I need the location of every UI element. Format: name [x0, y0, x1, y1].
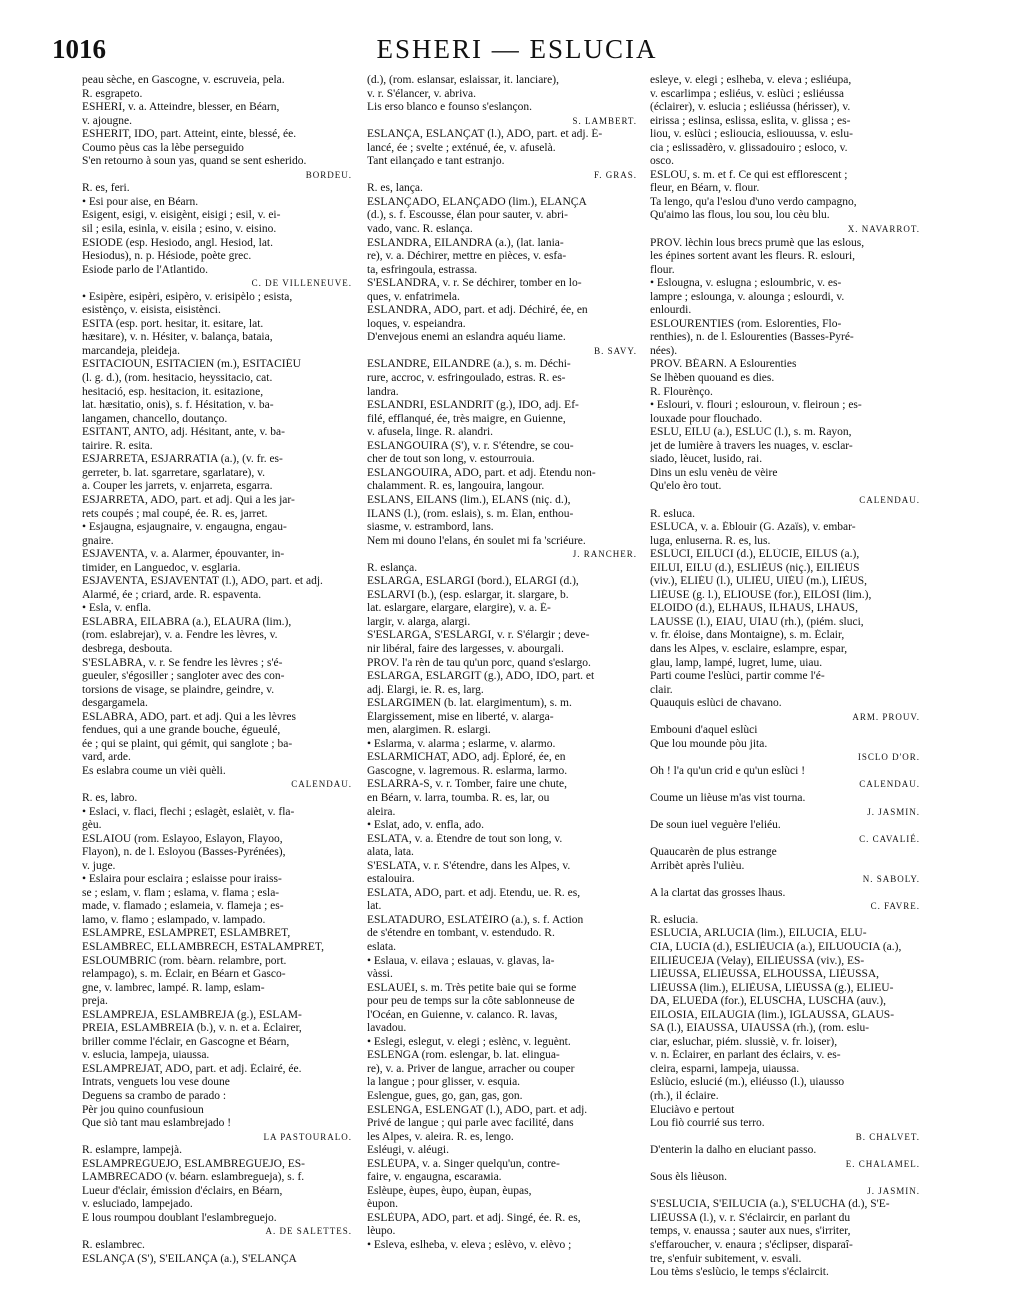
entry-line: • Eslat, ado, v. enfla, ado. [367, 819, 484, 832]
entry-line: ESLABRA, ADO, part. et adj. Qui a les lèvres [82, 710, 296, 723]
entry-line: eirissa ; eslinsa, eslissa, eslita, v. glissa ; es- [650, 114, 851, 127]
entry-line: • Eslegi, eslegut, v. elegi ; eslènc, v. leguènt. [367, 1035, 571, 1048]
entry-line: ESLARRA-S, v. r. Tomber, faire une chute, [367, 778, 567, 791]
entry-line: ESLAMPREJA, ESLAMBREJA (g.), ESLAM- [82, 1008, 302, 1021]
entry-line: R. eslança. [367, 561, 418, 574]
entry-line: EILIÈUCEJA (Velay), EILIÈUSSA (viv.), ES- [650, 954, 865, 967]
entry-line: Eluciàvo e pertout [650, 1103, 735, 1116]
entry-line: landra. [367, 385, 399, 398]
entry-line: rure, accroc, v. esfringouladо, estras. R. es- [367, 372, 566, 385]
entry-line: C. FAVRE. [870, 901, 920, 912]
entry-line: (d.), s. f. Escousse, élan pour sauter, v. abri- [367, 209, 568, 222]
entry-line: ESLANÇA (S'), S'EILANÇA (a.), S'ELANÇA [82, 1252, 297, 1265]
entry-line: gèu. [82, 819, 102, 832]
entry-line: nir libéral, faire des largesses, v. abourgali. [367, 642, 564, 655]
entry-line: ESLATADURO, ESLATÈIRO (a.), s. f. Action [367, 913, 584, 926]
entry-line: ESLATA, ADO, part. et adj. Etendu, ue. R. es, [367, 886, 581, 899]
entry-line: ESLOURENTIES (rom. Eslorenties, Flo- [650, 317, 842, 330]
entry-line: D'enterin la dalho en eluciant passo. [650, 1144, 817, 1157]
entry-line: S'ESLABRA, v. r. Se fendre les lèvres ; s'é- [82, 656, 283, 669]
entry-line: ESLANDRI, ESLANDRIT (g.), IDO, adj. Ef- [367, 399, 579, 412]
entry-line: liou, v. eslùci ; esliouciа, esliouussa, v. eslu- [650, 128, 853, 141]
entry-line: ESLENGA (rom. eslengar, b. lat. elingua- [367, 1049, 560, 1062]
entry-line: ESLAUÈI, s. m. Très petite baie qui se forme [367, 981, 577, 994]
entry-line: ESLANGOUIRA, ADO, part. et adj. Étendu non- [367, 466, 596, 479]
entry-line: v. n. Éclairer, en parlant des éclairs, v. es- [650, 1049, 841, 1062]
entry-line: Alarmé, ée ; criard, arde. R. espaventa. [82, 588, 262, 601]
entry-line: ESLARGIMEN (b. lat. elargimentum), s. m. [367, 697, 572, 710]
entry-line: v. fr. éloise, dans Montaigne), s. m. Éclair, [650, 629, 845, 642]
entry-line: ESLANGOUIRA (S'), v. r. S'étendre, se cou- [367, 439, 574, 452]
entry-line: glau, lamp, lampé, lugret, lume, uiau. [650, 656, 823, 669]
entry-line: ESLAMPREJAT, ADO, part. et adj. Éclairé, ée. [82, 1062, 302, 1075]
entry-line: Que siò tant mau eslambrejado ! [82, 1117, 232, 1130]
entry-line: gueuler, s'égosiller ; sangloter avec des con- [82, 670, 285, 683]
entry-line: • Eslouri, v. flouri ; eslouroun, v. fleiroun ; es- [650, 399, 862, 412]
entry-line: les épines sortent avant les fleurs. R. eslouri, [650, 250, 856, 263]
entry-line: LA PASTOURALO. [263, 1131, 352, 1142]
entry-line: marcandeja, pleideja. [82, 344, 181, 357]
entry-line: hesitació, esp. hesitacion, it. esitazione, [82, 385, 264, 398]
entry-line: faire, v. engaugna, escarамia. [367, 1171, 502, 1184]
entry-line: ESLUCA, v. a. Éblouir (G. Azaïs), v. embar- [650, 521, 856, 534]
entry-line: gnaire. [82, 534, 114, 547]
entry-line: PROV. BÉARN. A Eslourenties [650, 358, 797, 371]
entry-line: ESLANS, EILANS (lim.), ELANS (niç. d.), [367, 493, 571, 506]
entry-line: largir, v. alarga, alargi. [367, 615, 471, 628]
entry-line: nées). [650, 344, 678, 357]
entry-line: v. r. S'élancer, v. abriva. [367, 87, 477, 100]
entry-line: gerreter, b. lat. sgarretare, sgarlatare), v. [82, 466, 266, 479]
entry-line: osco. [650, 155, 674, 168]
entry-line: ESLU, EILU (a.), ESLUC (l.), s. m. Rayon, [650, 426, 852, 439]
entry-line: langamen, chancello, doutanço. [82, 412, 228, 425]
entry-line: jet de lumière à travers les nuages, v. esclar- [650, 439, 853, 452]
column-middle [367, 74, 657, 1253]
entry-line: ESLANDRE, EILANDRE (a.), s. m. Déchi- [367, 358, 571, 371]
entry-line: Lueur d'éclair, émission d'éclairs, en Béarn, [82, 1184, 283, 1197]
entry-line: ESLARVI (b.), (esp. eslargar, it. slargare, b. [367, 588, 569, 601]
entry-line: ESLARMICHAT, ADO, adj. Éploré, ée, en [367, 751, 566, 764]
entry-line: BORDEU. [305, 169, 352, 180]
entry-line: estalouira. [367, 873, 415, 886]
entry-line: E. CHALAMEL. [845, 1158, 920, 1169]
entry-line: ESLOU, s. m. et f. Ce qui est efflorescent ; [650, 168, 848, 181]
entry-line: ARM. PROUV. [852, 711, 920, 722]
entry-line: PROV. l'a rèn de tau qu'un porc, quand s'eslargo. [367, 656, 591, 669]
entry-line: aleira. [367, 805, 396, 818]
entry-line: R. es, feri. [82, 182, 130, 195]
entry-line: louxade pour flouchado. [650, 412, 763, 425]
column-right [650, 74, 940, 1280]
entry-line: tre, s'enfuir subitement, v. esvali. [650, 1252, 802, 1265]
entry-line: ESITA (esp. port. hesitar, it. esitare, lat. [82, 317, 264, 330]
entry-line: torsions de visage, se plaindre, geindre, v. [82, 683, 275, 696]
entry-line: • Eslaci, v. flaci, flechi ; eslagèt, eslaièt, v. fla- [82, 805, 295, 818]
entry-line: made, v. flamado ; eslameia, v. flameja ; es- [82, 900, 284, 913]
entry-line: (viv.), ELIÉU (l.), ULIÉU, UIÉU (m.), LIÈUS, [650, 575, 868, 588]
entry-line: R. es, labro. [82, 791, 138, 804]
entry-line: CIA, LUCIA (d.), ESLIÈUCIA (a.), EILUOUCIA (a.), [650, 941, 902, 953]
entry-line: EILUI, EILU (d.), ESLIÈUS (niç.), EILIÈUS [650, 561, 860, 574]
entry-line: • Esla, v. enfla. [82, 602, 152, 615]
entry-line: LIÉUSE (g. l.), ELIOUSE (for.), EILÒSI (lim.), [650, 588, 872, 601]
entry-line: F. GRAS. [593, 169, 637, 180]
entry-line: Lis erso blanco e founso s'eslançon. [367, 101, 532, 114]
entry-line: ESJAVENTA, ESJAVENTAT (l.), ADO, part. et adj. [82, 575, 323, 588]
entry-line: Oh ! l'a qu'un crid e qu'un eslùci ! [650, 764, 806, 777]
entry-line: • Eslaira pour esclaira ; eslaisse pour iraiss- [82, 873, 282, 886]
entry-line: (d.), (rom. eslansar, eslaissar, it. lanciare), [367, 74, 559, 86]
entry-line: CALENDAU. [859, 779, 920, 790]
entry-line: A la clartat das grosses lhaus. [650, 886, 786, 899]
entry-line: R. eslampre, lampejà. [82, 1144, 182, 1157]
entry-line: ESITANT, ANTO, adj. Hésitant, ante, v. ba- [82, 426, 285, 439]
entry-line: hæsitare), v. n. Hésiter, v. balança, bataia, [82, 331, 273, 344]
entry-line: sil ; esila, esinla, v. eisila ; esino, v. eisino. [82, 223, 277, 236]
entry-line: lavadou. [367, 1022, 407, 1035]
entry-line: • Eslarma, v. alarma ; eslarme, v. alarmo. [367, 737, 556, 750]
entry-line: CALENDAU. [291, 779, 352, 790]
entry-line: ciar, esluchar, piém. slussiè, v. fr. loiser), [650, 1035, 838, 1048]
entry-line: • Eslougna, v. eslugna ; esloumbric, v. es- [650, 277, 842, 290]
entry-line: lat. [367, 900, 382, 913]
entry-line: ESHERIT, IDO, part. Atteint, einte, blessé, ée. [82, 128, 297, 141]
entry-line: briller comme l'éclair, en Gascogne et Béarn, [82, 1035, 290, 1048]
entry-line: • Esipère, esipèri, esipèro, v. erisipèlo ; esista, [82, 290, 293, 303]
entry-line: lat. eslargare, elargare, elargire), v. a. É- [367, 602, 551, 615]
entry-line: Esigent, esigi, v. eisigènt, eisigi ; esil, v. ei- [82, 209, 281, 222]
entry-line: Eslùcio, eslucié (m.), eliéusso (l.), uiausso [650, 1076, 845, 1089]
entry-line: lèupo. [367, 1225, 396, 1238]
entry-line: LAMBRECADO (v. béarn. eslambregueja), s. f. [82, 1171, 305, 1184]
entry-line: s'effaroucher, v. enaura ; s'éclipser, disparaî- [650, 1239, 853, 1252]
entry-line: vard, arde. [82, 751, 131, 764]
entry-line: re), v. a. Déchirer, mettre en pièces, v. esfa- [367, 250, 567, 263]
entry-line: preja. [82, 995, 108, 1008]
entry-line: ESLÈUPA, ADO, part. et adj. Singé, ée. R. es, [367, 1211, 581, 1224]
entry-line: De soun iuel veguère l'eliéu. [650, 819, 781, 832]
entry-line: J. JASMIN. [867, 806, 920, 817]
entry-line: clair. [650, 683, 673, 696]
entry-line: X. NAVARROT. [847, 224, 920, 235]
entry-line: ESLARGA, ESLARGI (bord.), ELARGI (d.), [367, 575, 579, 588]
entry-line: ESLAIOU (rom. Eslayoo, Eslayon, Flayoo, [82, 832, 283, 845]
running-head: ESHERI — ESLUCIA [376, 34, 658, 64]
entry-line: la langue ; pour glisser, v. esquia. [367, 1076, 521, 1089]
entry-line: ESLAMPRE, ESLAMPRET, ESLAMBRET, [82, 927, 291, 940]
entry-line: vàssi. [367, 968, 393, 981]
entry-line: adj. Élargi, ie. R. es, larg. [367, 683, 484, 696]
entry-line: ta, esfringoula, estrassa. [367, 263, 478, 276]
entry-line: (éclairer), v. esluciа ; esliéussa (hérisser), v. [650, 101, 851, 114]
entry-line: D'envejous enemi an eslandra aquéu liame. [367, 331, 566, 344]
entry-line: C. CAVALIÉ. [859, 833, 920, 844]
entry-line: Embouni d'aquel eslùci [650, 724, 758, 737]
entry-line: siado, lèucet, lusido, rai. [650, 453, 763, 466]
entry-line: fleur, en Béarn, v. flour. [650, 182, 760, 195]
entry-line: ESLABRA, EILABRA (a.), ELAURA (lim.), [82, 615, 292, 628]
entry-line: LAUSSE (l.), EIAU, UIAU (rh.), (piém. sluci, [650, 615, 864, 628]
entry-line: peau sèche, en Gascogne, v. escruveia, pela. [82, 74, 285, 86]
entry-line: ESLATA, v. a. Étendre de tout son long, v. [367, 832, 563, 845]
entry-line: S'ESLARGA, S'ESLARGI, v. r. S'élargir ; deve- [367, 629, 590, 642]
entry-line: Lou tèms s'eslùcio, le temps s'éclaircit. [650, 1266, 829, 1279]
entry-line: re), v. a. Priver de langue, arracher ou couper [367, 1062, 575, 1075]
entry-line: ESLANÇADO, ELANÇADO (lim.), ELANÇA [367, 195, 587, 208]
entry-line: lamo, v. flamo ; eslampado, v. lampado. [82, 913, 266, 926]
entry-line: ESHERI, v. a. Atteindre, blesser, en Béarn, [82, 101, 280, 114]
entry-line: (rom. eslabrejar), v. a. Fendre les lèvres, v. [82, 629, 278, 642]
entry-line: S'en retourno à soun yas, quand se sent esherido. [82, 155, 307, 168]
entry-line: ESLANDRA, ADO, part. et adj. Déchiré, ée, en [367, 304, 588, 317]
entry-line: les Alpes, v. aleira. R. es, lengo. [367, 1130, 514, 1143]
entry-line: v. juge. [82, 859, 116, 872]
entry-line: R. esgrapeto. [82, 87, 143, 100]
entry-line: J. RANCHER. [572, 549, 637, 560]
entry-line: ques, v. enfatrimela. [367, 290, 460, 303]
entry-line: Dins un eslu venèu de vèire [650, 466, 778, 479]
entry-line: gne, v. lambrec, lampé. R. lamp, eslam- [82, 981, 265, 994]
entry-line: ESJAVENTA, v. a. Alarmer, épouvanter, in- [82, 548, 285, 561]
entry-line: Hesiodus), n. p. Hésiode, poète grec. [82, 250, 252, 263]
entry-line: R. Flourènço. [650, 385, 713, 398]
entry-line: flour. [650, 263, 675, 276]
entry-line: LIÈUSSA, ELIÈUSSA, ELHOUSSA, LIÈUSSA, [650, 968, 880, 981]
entry-line: LIÈUSSA (l.), v. r. S'éclaircir, en parlant du [650, 1211, 851, 1224]
entry-line: renthies), n. de l. Eslourenties (Basses-Pyré- [650, 331, 854, 344]
entry-line: loques, v. espeiandra. [367, 317, 466, 330]
entry-line: cher de tout son long, v. estourrouia. [367, 453, 535, 466]
entry-line: ESITACIOUN, ESITACIEN (m.), ESITACIÉU [82, 358, 301, 371]
entry-line: v. ajougne. [82, 114, 133, 127]
entry-line: ESLÙCI, EILÙCI (d.), ELÙCIE, EILUS (a.), [650, 548, 860, 561]
entry-line: Coume un lièuse m'as vist tourna. [650, 791, 806, 804]
entry-line: ESLANÇA, ESLANÇAT (l.), ADO, part. et adj. É- [367, 128, 603, 141]
entry-line: v. escarlimpa ; esliéus, v. eslùci ; esliéussa [650, 87, 844, 100]
entry-line: ESLÈUPA, v. a. Singer quelqu'un, contre- [367, 1157, 560, 1170]
entry-line: Quaucarèn de plus estrange [650, 846, 777, 859]
entry-line: Lou fiò courrié sus terro. [650, 1117, 765, 1130]
entry-line: PREIA, ESLAMBREIA (b.), v. n. et a. Éclairer, [82, 1022, 302, 1035]
entry-line: v. esluciado, lampejado. [82, 1198, 193, 1211]
entry-line: v. esluciа, lampeja, uiaussa. [82, 1049, 210, 1062]
entry-line: ESLUCIA, ARLUCIA (lim.), EILUCIA, ELU- [650, 927, 867, 940]
entry-line: ESLANDRA, EILANDRA (a.), (lat. lania- [367, 236, 564, 249]
entry-line: (rh.), il éclaire. [650, 1090, 719, 1103]
entry-line: B. CHALVET. [855, 1131, 920, 1142]
entry-line: ELOIDO (d.), ELHAUS, ILHAUS, LHAUS, [650, 602, 858, 615]
entry-line: A. DE SALETTES. [265, 1226, 352, 1237]
entry-line: ée ; qui se plaint, qui gémit, qui sanglote ; ba- [82, 737, 293, 750]
entry-line: ESLAMBREC, ELLAMBRECH, ESTALAMPRET, [82, 941, 324, 953]
entry-line: ISCLO D'OR. [857, 752, 920, 763]
entry-line: temps, v. enaussa ; sauter aux nues, s'irriter, [650, 1225, 851, 1238]
entry-line: • Eslaua, v. eilava ; eslauas, v. glavas, la- [367, 954, 555, 967]
entry-line: Sous èls lièuson. [650, 1171, 727, 1184]
entry-line: Esiode parlo de l'Atlantido. [82, 263, 208, 276]
entry-line: men, alargimen. R. eslargi. [367, 724, 491, 737]
entry-line: desbrega, desbouta. [82, 642, 173, 655]
entry-line: Arribèt après l'ulièu. [650, 859, 745, 872]
entry-line: DA, ELUEDA (for.), ELUSCHA, LUSCHA (auv.), [650, 995, 886, 1008]
entry-line: CALENDAU. [859, 494, 920, 505]
entry-line: • Esi pour aise, en Béarn. [82, 195, 199, 208]
entry-line: E lous roumpou doublant l'eslambreguejo. [82, 1211, 277, 1224]
entry-line: Pèr jou quino counfusioun [82, 1103, 204, 1116]
entry-line: alata, lata. [367, 846, 414, 859]
entry-line: chalamment. R. es, langouira, langour. [367, 480, 545, 493]
entry-line: a. Couper les jarrets, v. enjarreta, esgarra. [82, 480, 273, 493]
entry-line: enlourdi. [650, 304, 692, 317]
entry-line: R. esluciа. [650, 913, 699, 926]
entry-line: Gascogne, v. lagremous. R. eslarma, larmo. [367, 764, 568, 777]
page-number: 1016 [52, 34, 106, 64]
entry-line: B. SAVY. [594, 345, 637, 356]
entry-line: ESLARGA, ESLARGIT (g.), ADO, IDO, part. et [367, 670, 595, 683]
entry-line: Qu'elo èro tout. [650, 480, 722, 493]
entry-line: siasme, v. estrambord, lans. [367, 521, 494, 534]
entry-line: filé, efflanqué, ée, très maigre, en Guienne, [367, 412, 566, 425]
entry-line: cia ; eslissadèro, v. glissadouiro ; esloco, v. [650, 141, 848, 154]
entry-line: se ; eslam, v. flam ; eslama, v. flama ; esla- [82, 886, 280, 899]
entry-line: luga, enluserna. R. es, lus. [650, 534, 771, 547]
entry-line: Eslèupe, èupes, èupo, èupan, èupas, [367, 1184, 532, 1197]
entry-line: SA (l.), EIAUSSA, UIAUSSA (rh.), (rom. eslu- [650, 1022, 870, 1035]
entry-line: S. LAMBERT. [572, 115, 637, 126]
entry-line: dans les Alpes, v. esclaire, eslampre, espar, [650, 642, 848, 655]
entry-line: S'ESLANDRA, v. r. Se déchirer, tomber en lo- [367, 277, 582, 290]
entry-line: Es eslabra coume un vièi quèli. [82, 764, 226, 777]
entry-line: C. DE VILLENEUVE. [251, 278, 352, 289]
entry-line: • Esleva, eslheba, v. eleva ; eslèvo, v. elèvo ; [367, 1239, 572, 1252]
entry-line: Nem mi douno l'elans, én soulet mi fa 'scriéure. [367, 534, 586, 547]
entry-line: èupon. [367, 1198, 398, 1211]
entry-line: Quauquis eslùci de chavano. [650, 697, 782, 710]
entry-line: N. SABOLY. [862, 874, 920, 885]
entry-line: • Esjaugna, esjaugnaire, v. engaugna, engau- [82, 521, 287, 534]
entry-line: v. afusela, linge. R. alandri. [367, 426, 494, 439]
entry-line: R. esluca. [650, 507, 696, 520]
entry-line: LIÉUSSA (lim.), ELIÈUSA, LIÈUSSA (g.), ELIEU- [650, 981, 894, 994]
entry-line: (l. g. d.), (rom. hesitacio, heyssitacio, cat. [82, 372, 273, 385]
entry-line: en Béarn, v. larra, toumba. R. es, lar, ou [367, 791, 550, 804]
entry-line: Qu'aimo las flous, lou sou, lou cèu blu. [650, 209, 830, 222]
entry-line: ESJARRETA, ESJARRATIA (a.), (v. fr. es- [82, 453, 283, 466]
entry-line: Intrats, venguets lou vese doune [82, 1076, 230, 1089]
entry-line: Eslengue, gues, go, gan, gas, gon. [367, 1090, 523, 1103]
entry-line: Que lou mounde pòu jita. [650, 737, 768, 750]
entry-line: EILOSIA, EILAUGIA (lim.), IGLAUSSA, GLAUS- [650, 1008, 895, 1021]
entry-line: ESLAMPREGUEJO, ESLAMBREGUEJO, ES- [82, 1157, 305, 1170]
entry-line: PROV. lèchin lous brecs prumè que las eslous, [650, 236, 865, 249]
entry-line: cleira, esparni, lampeja, uiaussa. [650, 1062, 800, 1075]
entry-line: ESLENGA, ESLENGAT (l.), ADO, part. et adj. [367, 1103, 588, 1116]
entry-line: R. eslambrec. [82, 1239, 145, 1252]
entry-line: ILANS (l.), (rom. eslais), s. m. Élan, enthou- [367, 507, 574, 520]
entry-line: fendues, qui a une grande bouche, égueulé, [82, 724, 281, 737]
entry-line: Se lhèben quouand es dies. [650, 372, 775, 385]
entry-line: relampago), s. m. Éclair, en Béarn et Gasco- [82, 968, 286, 981]
entry-line: Deguens sa crambo de parado : [82, 1090, 227, 1103]
entry-line: eslata. [367, 941, 397, 953]
entry-line: S'ESLATA, v. r. S'étendre, dans les Alpes, v. [367, 859, 571, 872]
entry-line: Esléugi, v. aléugi. [367, 1144, 449, 1157]
entry-line: Privé de langue ; qui parle avec facilité, dans [367, 1117, 574, 1130]
entry-line: esistènço, v. eisista, eisistènci. [82, 304, 221, 317]
entry-line: lat. hæsitatio, onis), s. f. Hésitation, v. ba- [82, 399, 274, 412]
entry-line: lancé, ée ; svelte ; exténué, ée, v. afuselà. [367, 141, 556, 154]
entry-line: ESIODE (esp. Hesiodo, angl. Hesiod, lat. [82, 236, 273, 249]
entry-line: Ta lengo, qu'a l'eslou d'uno verdo campagno, [650, 195, 857, 208]
entry-line: lampre ; eslounga, v. alounga ; eslourdi, v. [650, 290, 845, 303]
entry-line: desgargamela. [82, 697, 148, 710]
entry-line: de s'étendre en tombant, v. estendudo. R. [367, 927, 555, 940]
entry-line: vado, vanc. R. eslança. [367, 223, 473, 236]
entry-line: ESLOUMBRIC (rom. bèarn. relambre, port. [82, 954, 287, 967]
entry-line: timider, en Languedoc, v. esglaria. [82, 561, 241, 574]
entry-line: pour peu de temps sur la côte sablonneuse de [367, 995, 575, 1008]
entry-line: Flayon), n. de l. Esloyou (Basses-Pyrénées), [82, 846, 286, 859]
entry-line: esleye, v. elegi ; eslheba, v. eleva ; esliéupa, [650, 74, 852, 86]
page-header [52, 34, 982, 74]
entry-line: ESJARRETA, ADO, part. et adj. Qui a les jar- [82, 493, 295, 506]
entry-line: Tant eilançado e tant estranjo. [367, 155, 505, 168]
entry-line: J. JASMIN. [867, 1185, 920, 1196]
entry-line: tairire. R. esita. [82, 439, 153, 452]
entry-line: Parti coume l'eslùci, partir comme l'é- [650, 670, 825, 683]
entry-line: Coumo pèus cas la lèbe perseguido [82, 141, 244, 154]
entry-line: S'ESLUCIA, S'EILUCIA (a.), S'ELUCHA (d.), S'E- [650, 1198, 890, 1211]
entry-line: R. es, lança. [367, 182, 423, 195]
entry-line: l'Océan, en Guienne, v. calanco. R. lavas, [367, 1008, 558, 1021]
column-left [82, 74, 372, 1266]
entry-line: rets coupés ; mal coupé, ée. R. es, jarret. [82, 507, 268, 520]
entry-line: Élargissement, mise en liberté, v. alarga- [367, 710, 554, 723]
